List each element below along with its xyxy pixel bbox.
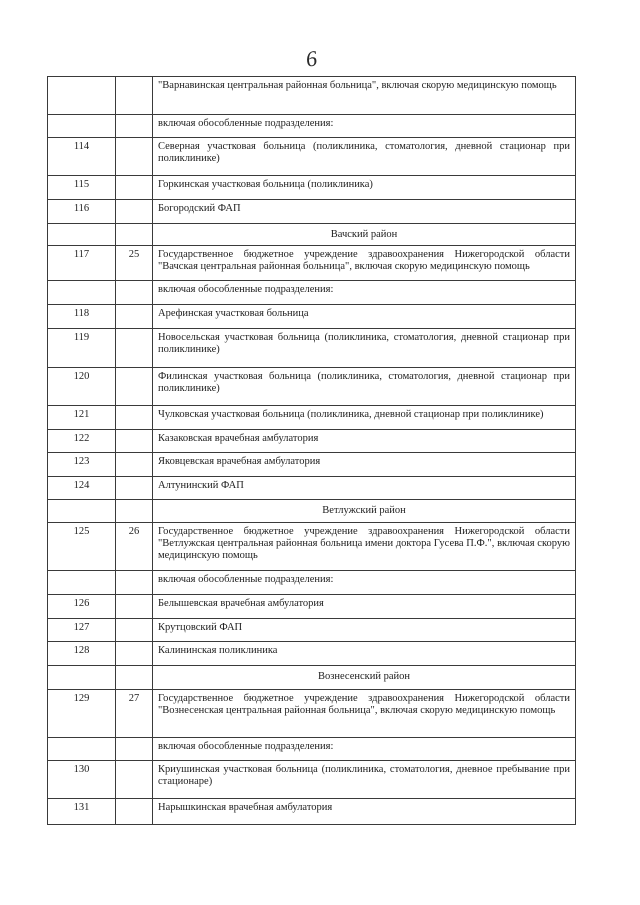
table-row bbox=[48, 761, 576, 799]
table-row bbox=[48, 595, 576, 619]
row-number-cell: 116 bbox=[48, 200, 116, 224]
facility-name-cell: Северная участковая больница (поликлиника, стоматология, дневной стационар при поликлинике) bbox=[153, 138, 576, 176]
org-number-cell bbox=[116, 500, 153, 523]
page-number: 6 bbox=[304, 45, 319, 72]
table-row bbox=[48, 571, 576, 595]
district-row bbox=[48, 224, 576, 246]
org-number-cell bbox=[116, 430, 153, 453]
org-number-cell bbox=[116, 200, 153, 224]
facility-name-cell: Калининская поликлиника bbox=[153, 642, 576, 666]
table-row bbox=[48, 477, 576, 500]
facility-name-cell: "Варнавинская центральная районная больница", включая скорую медицинскую помощь bbox=[153, 77, 576, 115]
facilities-table-body bbox=[48, 77, 576, 825]
table-row bbox=[48, 406, 576, 430]
row-number-cell: 114 bbox=[48, 138, 116, 176]
facility-name-cell: Криушинская участковая больница (поликлиника, стоматология, дневное пребывание при стационаре) bbox=[153, 761, 576, 799]
org-number-cell bbox=[116, 368, 153, 406]
facility-name-cell: Чулковская участковая больница (поликлиника, дневной стационар при поликлинике) bbox=[153, 406, 576, 430]
row-number-cell bbox=[48, 571, 116, 595]
facility-name-cell: включая обособленные подразделения: bbox=[153, 738, 576, 761]
row-number-cell: 126 bbox=[48, 595, 116, 619]
facility-name-cell: Государственное бюджетное учреждение здравоохранения Нижегородской области "Вознесенская центральная районная больница", включая скорую медицинскую помощь bbox=[153, 690, 576, 738]
district-name-cell: Ветлужский район bbox=[153, 500, 576, 523]
facility-name-cell: Арефинская участковая больница bbox=[153, 305, 576, 329]
table-row bbox=[48, 246, 576, 281]
district-name-cell: Вознесенский район bbox=[153, 666, 576, 690]
row-number-cell: 123 bbox=[48, 453, 116, 477]
district-row bbox=[48, 666, 576, 690]
facility-name-cell: Алтунинский ФАП bbox=[153, 477, 576, 500]
facility-name-cell: Горкинская участковая больница (поликлиника) bbox=[153, 176, 576, 200]
row-number-cell: 130 bbox=[48, 761, 116, 799]
table-row bbox=[48, 176, 576, 200]
row-number-cell: 120 bbox=[48, 368, 116, 406]
row-number-cell: 127 bbox=[48, 619, 116, 642]
district-name-cell: Вачский район bbox=[153, 224, 576, 246]
table-row bbox=[48, 690, 576, 738]
facility-name-cell: Нарышкинская врачебная амбулатория bbox=[153, 799, 576, 825]
table-row bbox=[48, 281, 576, 305]
row-number-cell: 129 bbox=[48, 690, 116, 738]
org-number-cell bbox=[116, 115, 153, 138]
org-number-cell bbox=[116, 666, 153, 690]
row-number-cell: 119 bbox=[48, 329, 116, 368]
table-row bbox=[48, 138, 576, 176]
org-number-cell bbox=[116, 477, 153, 500]
facility-name-cell: Государственное бюджетное учреждение здравоохранения Нижегородской области "Вачская центральная районная больница", включая скорую медицинскую помощь bbox=[153, 246, 576, 281]
row-number-cell: 121 bbox=[48, 406, 116, 430]
org-number-cell bbox=[116, 138, 153, 176]
facility-name-cell: Казаковская врачебная амбулатория bbox=[153, 430, 576, 453]
org-number-cell bbox=[116, 799, 153, 825]
table-row bbox=[48, 200, 576, 224]
org-number-cell bbox=[116, 305, 153, 329]
org-number-cell bbox=[116, 738, 153, 761]
org-number-cell: 26 bbox=[116, 523, 153, 571]
table-row bbox=[48, 305, 576, 329]
row-number-cell: 125 bbox=[48, 523, 116, 571]
row-number-cell: 117 bbox=[48, 246, 116, 281]
facility-name-cell: Белышевская врачебная амбулатория bbox=[153, 595, 576, 619]
facility-name-cell: Филинская участковая больница (поликлиника, стоматология, дневной стационар при поликлинике) bbox=[153, 368, 576, 406]
row-number-cell bbox=[48, 115, 116, 138]
table-row bbox=[48, 799, 576, 825]
row-number-cell bbox=[48, 738, 116, 761]
row-number-cell: 115 bbox=[48, 176, 116, 200]
facility-name-cell: Богородский ФАП bbox=[153, 200, 576, 224]
org-number-cell bbox=[116, 571, 153, 595]
table-row bbox=[48, 453, 576, 477]
row-number-cell: 122 bbox=[48, 430, 116, 453]
org-number-cell bbox=[116, 329, 153, 368]
org-number-cell bbox=[116, 642, 153, 666]
org-number-cell bbox=[116, 176, 153, 200]
facility-name-cell: Яковцевская врачебная амбулатория bbox=[153, 453, 576, 477]
row-number-cell: 131 bbox=[48, 799, 116, 825]
facility-name-cell: Государственное бюджетное учреждение здравоохранения Нижегородской области "Ветлужская центральная районная больница имени доктора Гусева П.Ф.", включая скорую медицинскую помощь bbox=[153, 523, 576, 571]
org-number-cell bbox=[116, 281, 153, 305]
table-row bbox=[48, 368, 576, 406]
table-row bbox=[48, 738, 576, 761]
row-number-cell bbox=[48, 224, 116, 246]
table-row bbox=[48, 523, 576, 571]
facility-name-cell: Новосельская участковая больница (поликлиника, стоматология, дневной стационар при поликлинике) bbox=[153, 329, 576, 368]
org-number-cell: 25 bbox=[116, 246, 153, 281]
facility-name-cell: включая обособленные подразделения: bbox=[153, 115, 576, 138]
table-row bbox=[48, 642, 576, 666]
org-number-cell bbox=[116, 406, 153, 430]
table-row bbox=[48, 77, 576, 115]
org-number-cell bbox=[116, 453, 153, 477]
org-number-cell bbox=[116, 761, 153, 799]
org-number-cell: 27 bbox=[116, 690, 153, 738]
row-number-cell bbox=[48, 281, 116, 305]
row-number-cell bbox=[48, 77, 116, 115]
row-number-cell: 118 bbox=[48, 305, 116, 329]
org-number-cell bbox=[116, 595, 153, 619]
facility-name-cell: включая обособленные подразделения: bbox=[153, 571, 576, 595]
org-number-cell bbox=[116, 224, 153, 246]
facilities-table bbox=[47, 76, 576, 825]
org-number-cell bbox=[116, 619, 153, 642]
facility-name-cell: включая обособленные подразделения: bbox=[153, 281, 576, 305]
district-row bbox=[48, 500, 576, 523]
table-row bbox=[48, 619, 576, 642]
table-row bbox=[48, 115, 576, 138]
org-number-cell bbox=[116, 77, 153, 115]
row-number-cell bbox=[48, 666, 116, 690]
facility-name-cell: Крутцовский ФАП bbox=[153, 619, 576, 642]
table-row bbox=[48, 430, 576, 453]
row-number-cell: 128 bbox=[48, 642, 116, 666]
row-number-cell: 124 bbox=[48, 477, 116, 500]
table-row bbox=[48, 329, 576, 368]
row-number-cell bbox=[48, 500, 116, 523]
